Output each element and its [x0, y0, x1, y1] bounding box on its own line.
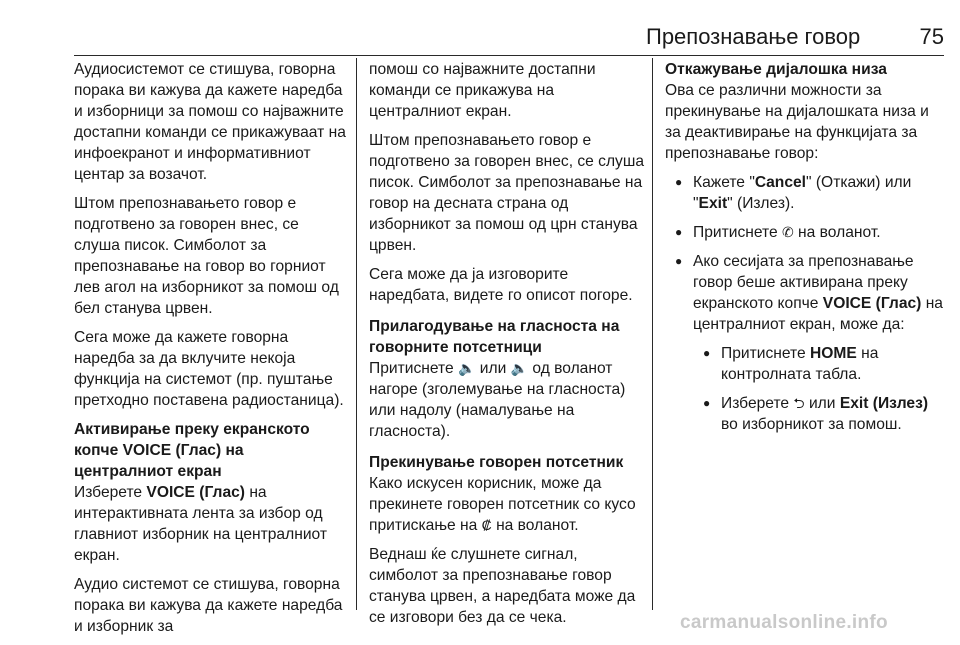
- text: на централниот екран, може да:: [693, 295, 943, 333]
- text: Притиснете: [693, 224, 782, 241]
- text: на интерактивната лента за избор од главниот изборник на централниот екран.: [74, 484, 328, 564]
- list-item: [665, 251, 947, 435]
- voice-button-label: VOICE (Глас): [146, 484, 245, 501]
- text: Ако сесијата за препознавање говор беше активирана преку екранското копче: [693, 253, 914, 312]
- text: или: [475, 360, 511, 377]
- column-divider-1: [356, 58, 357, 610]
- text: во изборникот за помош.: [721, 416, 902, 433]
- section-heading-cancel: Откажување дијалошка низа: [665, 61, 887, 78]
- text: Изберете: [721, 395, 794, 412]
- voice-icon: ₡: [481, 517, 492, 533]
- column-divider-2: [652, 58, 653, 610]
- paragraph: Сега може да кажете говорна наредба за да вклучите некоја функција на системот (пр. пуштање претходно поставена радиостаница).: [74, 329, 344, 409]
- column-3: [665, 59, 947, 443]
- list-item: [693, 393, 947, 435]
- text: Exit (Излез): [839, 395, 929, 412]
- text: " (Излез).: [727, 195, 795, 212]
- list-item: [665, 172, 947, 214]
- text: Притиснете: [721, 345, 810, 362]
- text: Exit: [698, 195, 728, 212]
- paragraph: Штом препознавањето говор е подготвено за говорен внес, се слуша писок. Симболот за препознавање на говор во горниот лев агол на изборникот за помош од бел станува црвен.: [74, 195, 339, 317]
- text: на воланот.: [491, 517, 579, 534]
- page-title: Препознавање говор: [646, 24, 861, 49]
- paragraph: Веднаш ќе слушнете сигнал, симболот за препознавање говор станува црвен, а наредбата може да се изговори без да се чека.: [369, 546, 636, 626]
- watermark: carmanualsonline.info: [680, 612, 888, 633]
- header-divider: [74, 55, 944, 56]
- section-heading-interrupt: Прекинување говорен потсетник: [369, 454, 624, 471]
- section-heading-volume: Прилагодување на гласноста на говорните потсетници: [369, 318, 620, 356]
- paragraph: Аудиосистемот се стишува, говорна порака ви кажува да кажете наредба и изборници за помош со најважните достапни команди се прикажуваат на инфоекранот и информативниот центар за возачот.: [74, 61, 346, 183]
- page-number: 75: [919, 24, 944, 49]
- list-item: [693, 343, 947, 385]
- list-item: [665, 222, 947, 243]
- paragraph: [369, 473, 645, 536]
- text: на контролната табла.: [721, 345, 879, 383]
- paragraph: Штом препознавањето говор е подготвено за говорен внес, се слуша писок. Симболот за препознавање на говор на десната страна од изборникот за помош од црн станува црвен.: [369, 132, 645, 254]
- text: Како искусен корисник, може да прекинете говорен потсетник со кусо притискање на: [369, 475, 636, 534]
- text: Изберете: [74, 484, 147, 501]
- paragraph: Сега може да ја изговорите наредбата, видете го описот погоре.: [369, 266, 633, 304]
- column-2: [369, 59, 645, 636]
- paragraph: Аудио системот се стишува, говорна порака ви кажува да кажете наредба и изборник за: [74, 576, 343, 635]
- sub-list: [693, 343, 947, 435]
- text: Cancel: [754, 174, 806, 191]
- text: на воланот.: [793, 224, 881, 241]
- text: од воланот нагоре (зголемување на гласноста) или надолу (намалување на гласноста).: [369, 360, 626, 440]
- call-end-icon: ✆: [781, 224, 794, 240]
- volume-down-icon: 🔈: [510, 360, 529, 376]
- back-arrow-icon: ⮌: [793, 395, 805, 411]
- text: Притиснете: [369, 360, 458, 377]
- column-1: [74, 59, 346, 645]
- text: или: [804, 395, 840, 412]
- text: VOICE (Глас): [822, 295, 922, 312]
- paragraph: [369, 358, 645, 442]
- paragraph: Ова се различни можности за прекинување на дијалошката низа и за деактивирање на функцијата за препознавање говор:: [665, 82, 929, 162]
- section-heading-activate-voice: Активирање преку екранското копче VOICE (Глас) на централниот екран: [74, 421, 310, 480]
- bullet-list: [665, 172, 947, 435]
- paragraph: помош со најважните достапни команди се прикажува на централниот екран.: [369, 61, 596, 120]
- volume-up-icon: 🔈: [457, 360, 476, 376]
- text: " (Откажи) или ": [693, 174, 912, 212]
- paragraph: [74, 482, 346, 566]
- text: HOME: [809, 345, 857, 362]
- text: Кажете ": [693, 174, 755, 191]
